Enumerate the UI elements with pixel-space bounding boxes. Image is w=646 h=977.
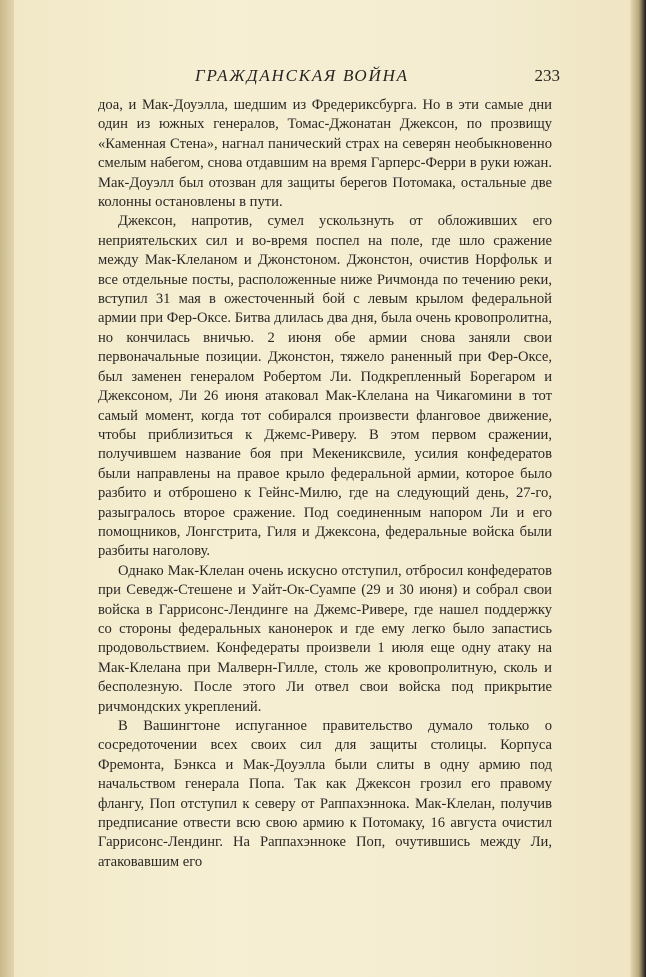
page-spine-shadow bbox=[0, 0, 14, 977]
paragraph-1: доа, и Мак-Доуэлла, шедшим из Фредериксбурга. Но в эти самые дни один из южных генералов, Томас-Джонатан Джексон, по прозвищу «Каменная Стена», нагнал панический страх на северян необыкновенно смелым набегом, снова отдавшим на время Гарперс-Ферри в руки южан. Мак-Доуэлл был отозван для защиты берегов Потомака, остальные две колонны остановлены в пути. bbox=[98, 97, 552, 211]
page-edge-shadow bbox=[630, 0, 646, 977]
running-title: ГРАЖДАНСКАЯ ВОЙНА bbox=[195, 66, 409, 85]
body-text bbox=[98, 96, 552, 872]
paragraph-2: Джексон, напротив, сумел ускользнуть от обложивших его неприятельских сил и во-время поспел на поле, где шло сражение между Мак-Клеланом и Джонстоном. Джонстон, очистив Норфольк и все отдельные посты, расположенные ниже Ричмонда по течению реки, вступил 31 мая в ожесточенный бой с левым крылом федеральной армии при Фер-Оксе. Битва длилась два дня, была очень кровопролитна, но кончилась вничью. 2 июня обе армии снова заняли свои первоначальные позиции. Джонстон, тяжело раненный при Фер-Оксе, был заменен генералом Робертом Ли. Подкрепленный Борегаром и Джексоном, Ли 26 июня атаковал Мак-Клелана на Чикагомини в тот самый момент, когда тот собирался произвести фланговое движение, чтобы приблизиться к Джемс-Риверу. В этом первом сражении, получившем название боя при Мекениксвиле, усилия конфедератов были направлены на правое крыло федеральной армии, которое было разбито и отброшено к Гейнс-Милю, где на следующий день, 27-го, разыгралось второе сражение. Под соединенным напором Ли и его помощников, Лонгстрита, Гиля и Джексона, федеральные войска были разбиты наголову. bbox=[98, 213, 552, 560]
running-header bbox=[100, 66, 560, 88]
paragraph-3: Однако Мак-Клелан очень искусно отступил, отбросил конфедератов при Севедж-Стешене и Уайт-Ок-Суампе (29 и 30 июня) и собрал свои войска в Гаррисонс-Лендинге на Джемс-Ривере, где нашел поддержку со стороны федеральных канонерок и где ему легко было запастись продовольствием. Конфедераты произвели 1 июля еще одну атаку на Мак-Клелана при Малверн-Гилле, столь же кровопролитную, сколь и бесполезную. После этого Ли отвел свои войска под прикрытие ричмондских укреплений. bbox=[98, 562, 552, 715]
paragraph-4: В Вашингтоне испуганное правительство думало только о сосредоточении всех своих сил для защиты столицы. Корпуса Фремонта, Бэнкса и Мак-Доуэлла были слиты в одну армию под начальством генерала Попа. Так как Джексон грозил его правому флангу, Поп отступил к северу от Раппахэннока. Мак-Клелан, получив предписание отвести всю свою армию к Потомаку, 16 августа очистил Гаррисонс-Лендинг. На Раппахэнноке Поп, очутившись между Ли, атаковавшим его bbox=[98, 718, 552, 870]
page-number: 233 bbox=[534, 66, 560, 85]
